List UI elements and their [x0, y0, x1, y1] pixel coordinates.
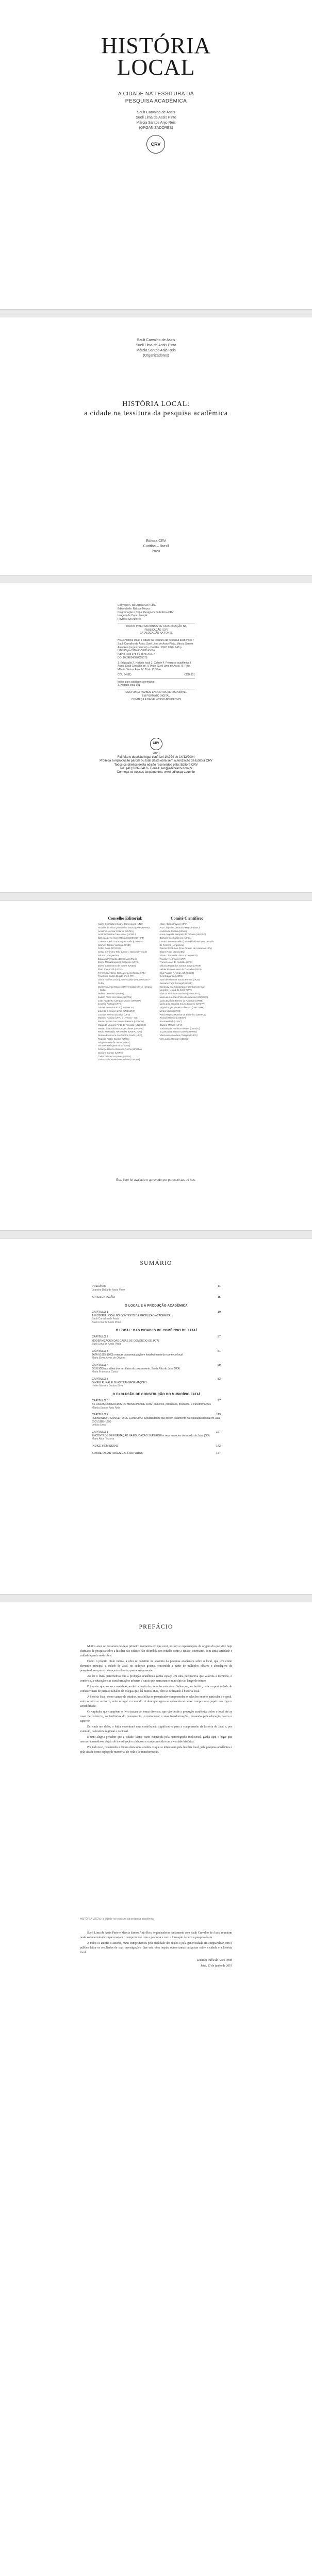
- toc-entry[interactable]: [92, 1445, 221, 1448]
- title-page: [0, 317, 312, 575]
- council-member: Mirtes Mossi (UFRJ): [159, 1009, 181, 1012]
- council-member: Sydione Santos (UEPG): [98, 1051, 123, 1054]
- preface-paragraph: Como o próprio título indica, a obra se constitui na tessitura da pesquisa acadêmica sobre o local, que tem como elemento principal a cidade de Jataí, no sudoeste goiano, construída a partir de múltiplos olhares e abordagens de pesquisadores que se debruçam sobre seu passado e presente.: [80, 1659, 232, 1672]
- toc-chapter-title: OS USOS nos sítios dos territórios do povoamento: Santa Rita do Jataí 1836: [92, 1367, 180, 1370]
- toc-entry-row: [92, 1445, 221, 1448]
- council-member: Míguel Ángel Moreira Sánchez (UNICAMP): [159, 1006, 205, 1009]
- council-member: Guillermo Arias Beatón (Universidade de La Havana – Cuba): [98, 985, 152, 992]
- council-member: Inês Bragança (UERJ): [159, 975, 183, 978]
- council-member: Vera Lucia Gaspar (UDESC): [159, 1037, 189, 1040]
- council-member: Carmen Tereza Velanga (UNIR): [98, 943, 131, 946]
- councils-page: [0, 901, 312, 1230]
- council-member: Anselmo Alencar Colares (UFOPA): [98, 929, 134, 933]
- toc-entry[interactable]: [92, 1431, 221, 1441]
- editora-line: Todos os direitos desta edição reservados pela: Editora CRV: [114, 763, 198, 767]
- preface-paragraph: A história local, como campo de estudos, possibilita ao pesquisador compreender as relações entre o particular e o geral, entre o micro e o macro, entre o lugar e o mundo. A obra que agora se apresenta ao leitor cumpre esse papel com rigor e sensibilidade.: [80, 1695, 232, 1708]
- toc-section-heading: O EXCLUSÃO DE CONSTRUÇÃO DO MUNICÍPIO JATAÍ: [112, 1393, 200, 1396]
- council-member: Barbara Coelho Neves (UFBA): [159, 937, 192, 939]
- council-member: Cesar Gerónimo Tello (Univer. Nacional Três de Febrero – Argentina): [98, 951, 147, 957]
- council-member: Jussara Fraga Portugal (UNEB): [159, 981, 193, 985]
- toc-entry-page: 19: [217, 1310, 221, 1314]
- toc-section-heading: O LOCAL: DAS CIDADES DE COMÉRCIO DE JATAÍ: [116, 1329, 197, 1333]
- council-member: Maria Lília Imbiriba Sousa Colares (UFOPA): [159, 1003, 205, 1006]
- catalog-line: Revisão: Os Autores: [118, 618, 141, 621]
- cover-author: Sault Carvalho de Assis: [137, 111, 175, 114]
- toc-entry-title: CAPÍTULO 2: [92, 1335, 109, 1339]
- cover-role: (ORGANIZADORES): [139, 126, 173, 130]
- council-member: Helmut Jeremiah (UFPR): [98, 992, 124, 995]
- council-member: Carlos Federico Dominguez Avila (Unieuro): [98, 940, 143, 943]
- toc-entry-page: 113: [216, 1413, 221, 1417]
- toc-entry-title: CAPÍTULO 1: [92, 1310, 109, 1314]
- council-member: Tania Suely Azevedo Brasileiro (UFOPA): [98, 1058, 140, 1061]
- editora-line: Tel.: (41) 3039-6418 - E-mail: sac@editoracrv.com.br: [120, 767, 192, 770]
- toc-title: SUMÁRIO: [140, 1259, 172, 1266]
- toc-entry-row: [92, 1296, 221, 1299]
- cdu: CDU 94(81): [118, 673, 132, 676]
- council-member: Helder Buenos Aires de Carvalho (UFPI): [159, 968, 202, 971]
- toc-entry-page: 143: [216, 1444, 221, 1448]
- toc-entry[interactable]: [92, 1335, 221, 1346]
- council-member: José de Ribamar Sousa Pereira (UCB): [159, 978, 200, 981]
- council-member: Aldira Guimarães Duarte Domínguez (UNB): [98, 923, 143, 925]
- council-member: Tadeu Oliver Gonçalves (UFPA): [98, 1055, 131, 1058]
- council-member: Rosane Bach (UFSC): [159, 1020, 183, 1023]
- toc-entry-title: CAPÍTULO 7: [92, 1413, 109, 1417]
- council-member: Suzana dos Santos Gomes (UFMG): [159, 1030, 197, 1033]
- running-header: HISTÓRIA LOCAL: a cidade na tessitura da pesquisa acadêmica: [80, 1918, 154, 1921]
- toc-chapter-title: O MEIO RURAL E SUAS TRANSFORMAÇÕES: [92, 1381, 147, 1384]
- cover-author: Márcia Santos Anjo Reis: [136, 121, 176, 125]
- toc-entry-title: APRESENTAÇÃO: [92, 1295, 115, 1299]
- editora-line: Conheça os nossos lançamentos: www.editoracrv.com.br: [117, 770, 195, 774]
- toc-entry[interactable]: [92, 1350, 221, 1360]
- editora-line: Proibida a reprodução parcial ou total desta obra sem autorização da Editora CRV: [100, 759, 212, 763]
- councils-columns: [98, 916, 214, 1062]
- toc-chapter-title: JATAÍ (1895-1960): marcas da normatização e fortalecimento do comércio local: [92, 1353, 183, 1357]
- toc-list: [92, 1285, 221, 1459]
- council-member: Elizeu Clementino de Souza (UNEB): [98, 964, 136, 967]
- toc-entry[interactable]: [92, 1399, 221, 1410]
- council-member: Solange Helena Ximenes-Rocha (UFOPA): [98, 1048, 142, 1050]
- toc-entry-row: [92, 1378, 221, 1381]
- title-page-author: Márcia Santos Anjo Reis: [136, 349, 176, 353]
- cip-keywords: 1. Educação 2. História local 3. Cidade 4. Pesquisa acadêmica I. Assis, Sault Carvalho de. II. Pinto, Sueli Lima de Assis. III. Reis, Márcia Santos Anjo. IV. Título V. Série.: [118, 661, 192, 671]
- council-member: Renato Francisco dos Santos Paula (UFG): [98, 1034, 142, 1037]
- council-member: Andréia N. Militão (UEMS): [159, 929, 187, 933]
- toc-entry-row: [92, 1452, 221, 1455]
- catalog-line: Editor-chefe: Railson Moura: [118, 607, 150, 611]
- council-member: Sérgio Nunes de Jesus (IFRO): [98, 1041, 130, 1044]
- toc-entry-row: [92, 1413, 221, 1417]
- toc-author: Leandro Dalla de Assis Pinto: [92, 1289, 125, 1292]
- editorial-council: [98, 916, 153, 1062]
- preface-paragraph: Foi assim que, ao ser convidado, aceitei a tarefa de prefaciar esta obra. Sabia que, ao fazê-lo, teria a oportunidade de conhecer mais de perto o trabalho de colegas que, há muitos anos, vêm se dedicando à história local.: [80, 1685, 232, 1693]
- title-page-city: Curitiba – Brasil: [143, 544, 169, 548]
- toc-entry[interactable]: [92, 1413, 221, 1427]
- title-page-title: [0, 400, 312, 418]
- council-member: Lourdes Helena da Silva (UFV): [159, 989, 192, 992]
- doi: DOI 10.24824/978655578: [118, 656, 147, 659]
- toc-author: Maria Francisca Costa: [92, 1370, 118, 1374]
- publisher-logo-icon: CRV: [146, 135, 165, 154]
- toc-entry-title: ÍNDICE REMISSIVO: [92, 1444, 118, 1448]
- toc-entry-page: 11: [218, 1285, 221, 1288]
- cover-title-line2: LOCAL: [117, 54, 195, 80]
- council-member: Francisco Ari de Andrade (UFC): [159, 961, 193, 964]
- page-divider: [0, 892, 312, 901]
- council-member: Maria Cristina dos Santos Bezerra (UFSCar): [98, 1020, 144, 1023]
- council-member: Maria de Lourdes Pinto de Almeida (UNOESC): [98, 1023, 146, 1026]
- council-member: Vânia Alves Martins Chaigar (FURG): [159, 1034, 198, 1037]
- index-line: 1. História local 981: [118, 684, 140, 687]
- title-page-title-line2: a cidade na tessitura da pesquisa acadêmica: [84, 410, 228, 418]
- toc-entry[interactable]: [92, 1296, 221, 1299]
- toc-entry-row: [92, 1311, 221, 1314]
- council-member: Maria Lília Imbiriba Sousa Colares (UFOPA): [98, 1027, 144, 1030]
- council-member: Gloria Fariñas León (Universidade de La Havana – Cuba): [98, 978, 151, 985]
- editora-line: 2020: [152, 752, 160, 755]
- preface-page: [0, 1602, 312, 2221]
- council-member: Diosnel Centurion (Univ Americ. de Asunción – Py): [159, 947, 212, 950]
- title-page-imprint: [0, 539, 312, 554]
- toc-author: Heiler Moreira Santos Silva: [92, 1384, 123, 1388]
- toc-entry-title: SOBRE OS AUTORES E OS AUTORAS: [92, 1452, 143, 1455]
- peer-review-note: Este livro foi avaliado e aprovado por pareceristas ad hoc.: [116, 1179, 196, 1182]
- cover-subtitle-line1: A CIDADE NA TESSITURA DA: [118, 91, 194, 97]
- preface-title: PREFÁCIO: [139, 1623, 173, 1630]
- isbn: ISBN Físico 978-65-5578-XXX-X: [118, 653, 155, 656]
- catalog-page: [0, 583, 312, 892]
- council-member: Lídia de Oliveira Xavier (UNIEURO): [98, 1009, 135, 1012]
- legal-line: EM FORMATO DIGITAL.: [142, 694, 171, 698]
- council-member: João Adalberto Campato Junior (UNESP): [98, 999, 141, 1002]
- preface-paragraph: Os capítulos que compõem o livro tratam de temas diversos, que vão desde a produção acadêmica sobre o local até as casas de comércio, os territórios do povoamento, o meio rural e suas transformações, passando pela educação básica e superior.: [80, 1710, 232, 1723]
- title-page-role: (Organizadores): [143, 354, 169, 358]
- toc-entry[interactable]: [92, 1285, 221, 1292]
- preface-signature: Leandro Dalla de Assis Pinto: [196, 1958, 232, 1962]
- cover-title-line1: HISTÓRIA: [101, 33, 211, 58]
- toc-section-heading: O LOCAL E A PRODUÇÃO ACADÊMICA: [125, 1304, 188, 1308]
- page-divider: [0, 309, 312, 317]
- toc-entry-title: CAPÍTULO 3: [92, 1349, 109, 1353]
- preface-date: Jataí, 17 de junho de 2019: [201, 1964, 232, 1968]
- toc-entry-page: 51: [217, 1349, 221, 1353]
- preface-paragraph: Por tudo isso, recomendo a leitura desta obra a todos os que se interessam pela história local, pela pesquisa acadêmica e pela cidade como espaço de memória, de vida e de transformação.: [80, 1745, 232, 1754]
- council-member: Antônio Pereira Gaio Júnior (UFRRJ): [98, 933, 137, 936]
- toc-entry-page: 97: [217, 1399, 221, 1402]
- legal-line: CONHEÇA E BAIXE NOSSO APLICATIVO!: [131, 698, 182, 701]
- preface-paragraph: Ao ler o livro, percebemos que a produção acadêmica ganha espaço em uma perspectiva que valoriza a memória, o comércio, a educação e as transformações urbanas e rurais que marcaram o município ao longo do tempo.: [80, 1674, 232, 1683]
- title-page-year: 2020: [152, 549, 160, 553]
- toc-author: Maria Elvira Alves de Oliveira: [92, 1357, 126, 1360]
- toc-chapter-title: ENCONTROS DE FORMAÇÃO NA EDUCAÇÃO SUPERIOR e seus impactos do mundo do Jataí (GO): [92, 1434, 210, 1437]
- isbn: ISBN Digital 978-65-5578-XXX-X: [118, 649, 156, 653]
- scientific-committee-list: [160, 923, 215, 1041]
- catalog-line: Imagem de Capa: Freepik: [118, 614, 147, 618]
- preface-paragraph: Muitos anos se passaram desde o primeiro momento em que ouvi, no foro e especulações da origem do que vive hoje chamado de pesquisa sobre a história das cidades, tão difundida nos estudos sobre a cidade, entretanto, com tanta seriedade e cuidado quanto nesta obra.: [80, 1645, 232, 1657]
- toc-entry-row: [92, 1335, 221, 1339]
- council-member: Jailson Alves dos Santos (UFRJ): [98, 995, 132, 998]
- page-divider: [0, 1230, 312, 1239]
- editorial-council-list: [98, 923, 153, 1062]
- scientific-committee-title: Comitê Científico:: [170, 916, 203, 921]
- toc-entry[interactable]: [92, 1452, 221, 1455]
- toc-entry-title: CAPÍTULO 8: [92, 1430, 109, 1434]
- toc-author: Sueli Lima de Assis Pinto: [92, 1320, 121, 1324]
- toc-entry-title: CAPÍTULO 4: [92, 1363, 109, 1367]
- toc-author: Letícia Lima: [92, 1423, 106, 1427]
- editorial-council-title: Conselho Editorial:: [108, 916, 143, 921]
- toc-chapter-title: AS CASAS COMERCIAIS DO MUNICÍPIO DE JATAÍ: comércio, profissões, produção, e transformações: [92, 1403, 211, 1406]
- index-label: Índice para catálogo sistemático: [118, 680, 155, 684]
- scientific-committee: [160, 916, 215, 1062]
- council-member: Sonia Maria Ferreira Koehler (UNISAL): [159, 1027, 200, 1030]
- council-member: Cesar Gerónimo Tello (Universidad Nacional de Três de Febrero – Argentina): [159, 940, 214, 946]
- toc-entry-page: 69: [217, 1363, 221, 1367]
- toc-entry[interactable]: [92, 1378, 221, 1388]
- page-divider: [0, 1594, 312, 1602]
- preface-paragraph: É uma alegria perceber que a cidade, tantas vezes esquecida pela historiografia tradicional, ganha aqui o lugar que merece, tornando-se objeto de investigação cuidadosa e comprometida com a verdade histórica.: [80, 1735, 232, 1743]
- toc-entry[interactable]: [92, 1311, 221, 1325]
- cover-page: [0, 0, 312, 309]
- editora-block: [0, 738, 312, 774]
- classification-row: [118, 673, 195, 677]
- publisher-logo-icon: CRV: [150, 738, 162, 750]
- toc-entry-page: 83: [217, 1377, 221, 1381]
- preface-paragraph: Em cada um deles, o leitor encontrará uma contribuição significativa para a compreensão da história de Jataí e, por extensão, da história regional e nacional.: [80, 1725, 232, 1733]
- council-member: Maria Eurácia Barreto de Andrade (UFRB): [159, 999, 204, 1002]
- toc-entry-title: CAPÍTULO 5: [92, 1377, 109, 1381]
- cdd: CDD 981: [184, 673, 195, 676]
- toc-entry-row: [92, 1431, 221, 1434]
- editora-line: Foi feito o depósito legal conf. Lei 10.994 de 14/12/2004: [117, 756, 195, 759]
- toc-entry-page: 147: [216, 1452, 221, 1455]
- toc-entry-row: [92, 1285, 221, 1289]
- council-member: Lourdes Helena da Silva (UFV): [98, 1013, 130, 1016]
- council-member: Eduardo Fernandes Barbosa (UFMG): [98, 957, 137, 960]
- council-member: Gláucia Maria dos Santos Jorge (UFOP): [159, 964, 202, 967]
- toc-entry-title: CAPÍTULO 6: [92, 1399, 109, 1402]
- preface-paragraphs: [80, 1931, 232, 1955]
- title-page-author: Sault Carvalho de Assis: [137, 338, 175, 342]
- catalog-line: Diagramação e Capa: Designers da Editora CRV: [118, 611, 174, 614]
- page-divider: [0, 575, 312, 583]
- toc-chapter-title: MODERNIZAÇÃO DAS CASAS DE COMÉRCIO DE JATAÍ: [92, 1339, 159, 1343]
- cover-author: Sueli Lima de Assis Pinto: [136, 116, 176, 120]
- toc-entry-row: [92, 1350, 221, 1353]
- preface-paragraph: A todos os autores e autoras, meus cumprimentos pela qualidade dos textos e pela generosidade em compartilhar com o público leitor os resultados de suas investigações. Que esta obra inspire outras tantas pesquisas sobre a cidade e a história local.: [80, 1941, 232, 1954]
- toc-entry-page: 127: [216, 1430, 221, 1434]
- council-member: Carlos Alberto Vilar Estêvão (UMINHO – PT): [98, 937, 144, 939]
- toc-author: Sueli Lima de Assis Pinto: [92, 1343, 121, 1346]
- council-member: Marcos Vinicius Francisco (UNOESTE): [159, 992, 200, 995]
- toc-author: Maria Alice Teixeira: [92, 1437, 114, 1441]
- toc-author: Sault Carvalho de Assis: [92, 1317, 119, 1321]
- council-member: Andréia da Silva Quintanilha Sousa (UNIR/UFRN): [98, 926, 150, 929]
- toc-entry-page: 15: [217, 1295, 221, 1299]
- council-member: Ricardo Ribeiro (UNESP): [159, 1016, 186, 1020]
- cip-header: DADOS INTERNACIONAIS DE CATALOGAÇÃO NA PUBLICAÇÃO (CIP): [126, 624, 187, 632]
- catalog-line: Copyright © da Editora CRV Ltda.: [118, 604, 157, 607]
- toc-author: Márcia Santos Anjo Reis: [92, 1406, 120, 1410]
- council-member: Francisco Carlos Duarte (PUC-PR): [98, 975, 135, 978]
- title-page-author: Sueli Lima de Assis Pinto: [136, 344, 176, 348]
- preface-paragraph: Sueli Lima de Assis Pinto e Márcia Santos Anjo Reis, organizadoras juntamente com Sault Carvalho de Assis, reuniram neste volume trabalhos que revelam o compromisso com a pesquisa e com a formação de novos pesquisadores.: [80, 1931, 232, 1939]
- council-member: Elione Maria Nogueira Diogenes (UFAL): [98, 961, 140, 964]
- council-member: Silvana Malusá (UFU): [159, 1023, 183, 1026]
- council-member: Marcelo Paixão (UFRJ e UTexas – US): [98, 1016, 139, 1020]
- council-member: Elizeu Clementino de Souza (UNEB): [159, 954, 198, 957]
- preface-body-continued: [80, 1931, 232, 1969]
- council-member: Kilwangy Kya Kapitango-a-Samba (Unemat): [159, 985, 205, 988]
- toc-entry[interactable]: [92, 1364, 221, 1374]
- council-member: Fernando Antônio Gonçalves Alcoforado (IPB): [98, 971, 146, 974]
- toc-chapter-title: A HISTÓRIA LOCAL NO CONTEXTO DA PRODUÇÃO ACADÊMICA: [92, 1314, 171, 1317]
- toc-page: [0, 1239, 312, 1594]
- council-member: Altair Alberto Fávero (UPF): [159, 923, 188, 925]
- council-member: Josania Portela (UFPI): [98, 1003, 122, 1006]
- title-page-publisher: Editora CRV: [146, 539, 166, 543]
- council-member: Rodrigo Pratte-Santos (UFES): [98, 1037, 129, 1040]
- council-member: Ilma Passos A. Veiga (UNICEUB): [159, 971, 194, 974]
- council-member: Élsio José Corá (UFFS): [98, 968, 123, 971]
- toc-entry-page: 37: [217, 1335, 221, 1339]
- catalog-record: [118, 604, 195, 701]
- title-page-authors: [0, 338, 312, 359]
- title-page-title-line1: HISTÓRIA LOCAL:: [122, 400, 190, 408]
- cover-title: [0, 35, 312, 78]
- toc-entry-title: PREFÁCIO: [92, 1285, 107, 1288]
- council-member: Leonel Severo Rocha (UNISINOS): [98, 1006, 134, 1009]
- legal-line: ESTA OBRA TAMBÉM ENCONTRA-SE DISPONÍVEL: [125, 691, 187, 694]
- toc-chapter-title: FORMANDO O CONCEITO DE CONSUMO: Sociabilidades que tecem tratamento na educação básica em Jataí (GO) 1985–1990: [92, 1417, 221, 1423]
- page-fade: [0, 2143, 312, 2221]
- council-member: Eliane Rose Maio (UEM): [159, 951, 186, 953]
- toc-entry-row: [92, 1364, 221, 1367]
- cover-subtitle-line2: PESQUISA ACADÊMICA: [125, 98, 187, 104]
- cover-authors: [0, 110, 312, 131]
- council-member: Fauston Negreiros (UFPI): [159, 957, 187, 960]
- council-member: Celso Conti (UFSCar): [98, 947, 121, 950]
- cip-sub: CATALOGAÇÃO NA FONTE: [140, 632, 173, 635]
- cip-body: H673 História local: a cidade na tessitura da pesquisa acadêmica / Sault Carvalho de Assis, Sueli Lima de Assis Pinto, Márcia Santos Anjo Reis (organizadores) – Curitiba : CRV, 2020. 148 p.: [118, 639, 194, 649]
- council-member: Paulo Regina Moreira de Bibi Filho (UNISUL): [159, 1013, 206, 1016]
- council-member: Simone Rodrigues Pinto (UNB): [98, 1044, 130, 1047]
- council-member: Ana Chrystina Venancio Mignot (UERJ): [159, 926, 201, 929]
- council-member: Anna Augusta Sampaio de Oliveira (UNESP): [159, 933, 206, 936]
- preface-body: [80, 1645, 232, 1756]
- council-member: Maria de Lourdes Pinto de Almeida (UNOESC): [159, 995, 208, 998]
- council-member: Paulo Romualdo Hernandes (UNIFAL-MG): [98, 1030, 142, 1033]
- cover-subtitle: [0, 91, 312, 105]
